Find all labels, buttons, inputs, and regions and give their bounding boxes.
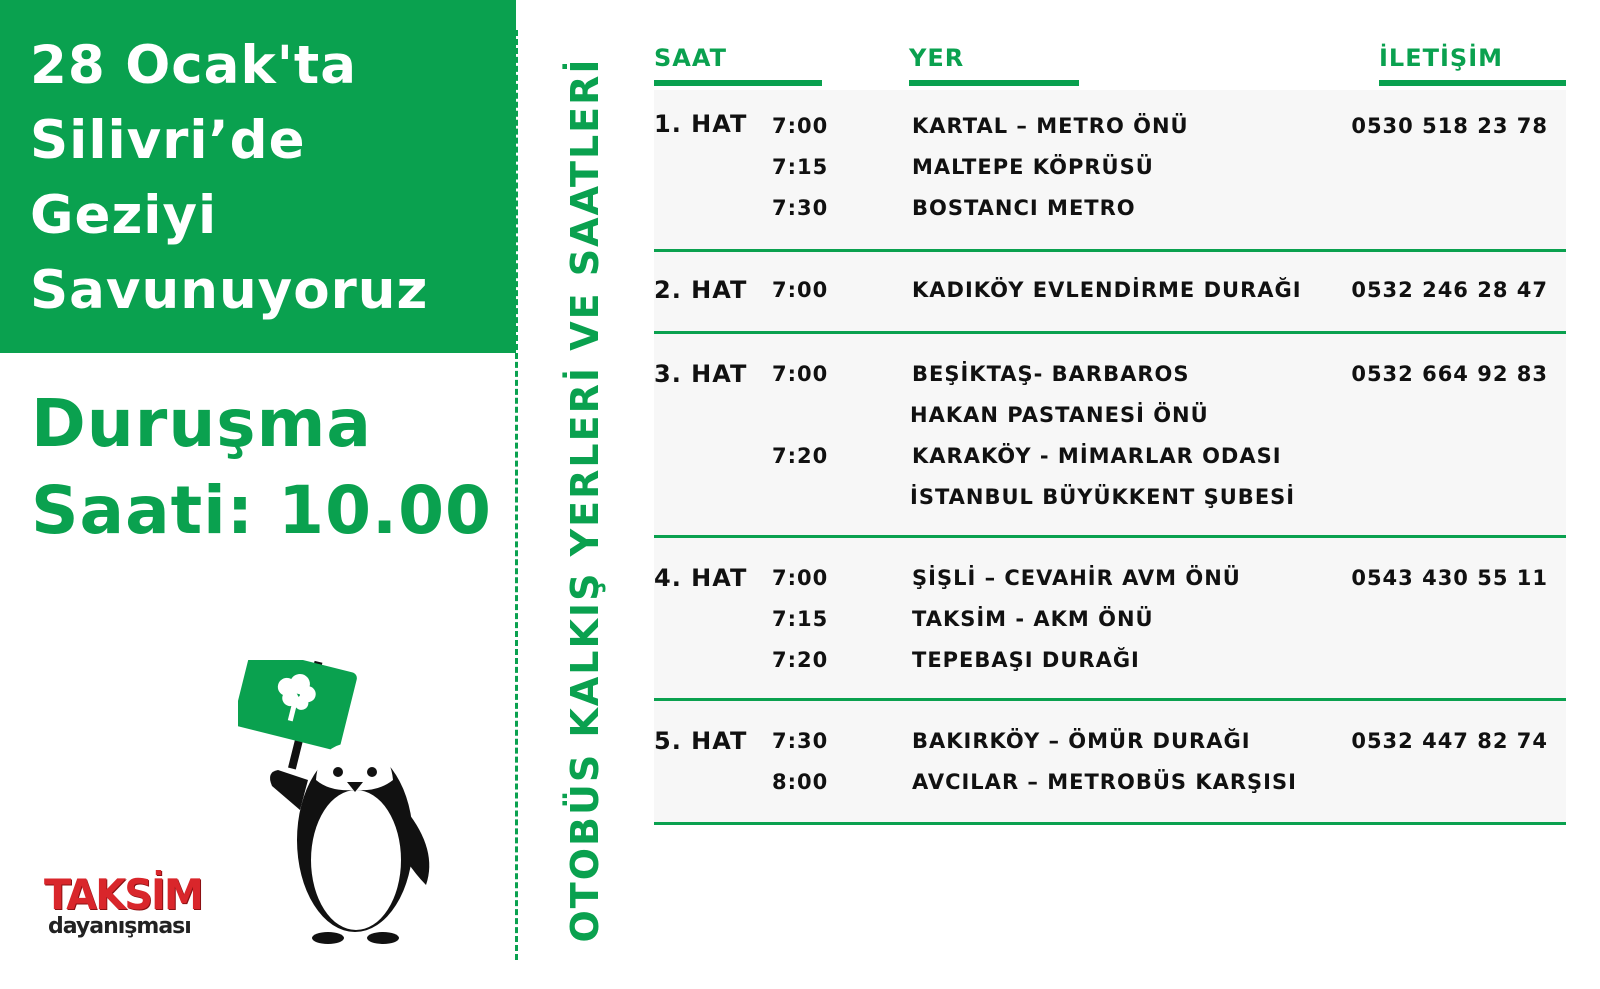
- vertical-title-text: OTOBÜS KALKIŞ YERLERİ VE SAATLERİ: [563, 57, 607, 943]
- headline-line-1: 28 Ocak'ta: [30, 35, 358, 96]
- stop-place: AVCILAR – METROBÜS KARŞISI: [912, 770, 1297, 794]
- table-row: [654, 538, 1566, 701]
- logo-top-text: TAKSİM: [44, 870, 202, 919]
- stop-place: BAKIRKÖY – ÖMÜR DURAĞI: [912, 729, 1251, 753]
- stop-place: ŞİŞLİ – CEVAHİR AVM ÖNÜ: [912, 566, 1241, 590]
- stop: [654, 607, 1566, 648]
- headline-line-3: Geziyi: [30, 185, 218, 246]
- bus-schedule-table: [654, 44, 1566, 825]
- stop: [654, 770, 1566, 811]
- stop: [654, 278, 1566, 319]
- stop-place: HAKAN PASTANESİ ÖNÜ: [910, 403, 1209, 427]
- stop-place: BEŞİKTAŞ- BARBAROS: [912, 362, 1190, 386]
- hat-label: 3. HAT: [654, 360, 748, 388]
- headline-line-4: Savunuyoruz: [30, 260, 429, 321]
- header-iletisim: İLETİŞİM: [1379, 44, 1566, 86]
- stop: [654, 566, 1566, 607]
- taksim-dayanismasi-logo: [40, 870, 220, 950]
- stop-time: 8:00: [772, 770, 829, 794]
- stop-place: İSTANBUL BÜYÜKKENT ŞUBESİ: [910, 485, 1296, 509]
- contact-phone: 0530 518 23 78: [1351, 114, 1548, 138]
- stop: [654, 444, 1566, 485]
- stop-place: KARTAL – METRO ÖNÜ: [912, 114, 1189, 138]
- contact-phone: 0532 664 92 83: [1351, 362, 1548, 386]
- stop: [654, 155, 1566, 196]
- hat-label: 1. HAT: [654, 110, 748, 138]
- stop: [654, 729, 1566, 770]
- hat-label: 2. HAT: [654, 276, 748, 304]
- stop: [654, 362, 1566, 403]
- stop-place: TAKSİM - AKM ÖNÜ: [912, 607, 1154, 631]
- stop: [654, 403, 1566, 444]
- stop: [654, 485, 1566, 526]
- stop-time: 7:20: [772, 648, 829, 672]
- stop-time: 7:00: [772, 362, 829, 386]
- hearing-line-1: Duruşma: [31, 385, 372, 462]
- stop: [654, 196, 1566, 237]
- table-header: [654, 44, 1566, 90]
- dashed-divider: [515, 30, 518, 960]
- stop: [654, 114, 1566, 155]
- stop-time: 7:20: [772, 444, 829, 468]
- stop-time: 7:30: [772, 196, 829, 220]
- stop-place: BOSTANCI METRO: [912, 196, 1136, 220]
- penguin-mascot-icon: [238, 660, 448, 950]
- hat-label: 5. HAT: [654, 727, 748, 755]
- stop-place: TEPEBAŞI DURAĞI: [912, 648, 1140, 672]
- stop-time: 7:15: [772, 607, 829, 631]
- header-saat: SAAT: [654, 44, 822, 86]
- stop-place: MALTEPE KÖPRÜSÜ: [912, 155, 1154, 179]
- contact-phone: 0532 447 82 74: [1351, 729, 1548, 753]
- vertical-title: [560, 50, 610, 950]
- stop-place: KADIKÖY EVLENDİRME DURAĞI: [912, 278, 1302, 302]
- stop: [654, 648, 1566, 689]
- table-row: [654, 252, 1566, 334]
- logo-bottom-text: dayanışması: [48, 914, 191, 939]
- hearing-time: [31, 380, 492, 554]
- stop-time: 7:00: [772, 278, 829, 302]
- stop-time: 7:30: [772, 729, 829, 753]
- hat-label: 4. HAT: [654, 564, 748, 592]
- stop-time: 7:00: [772, 566, 829, 590]
- headline-line-2: Silivri’de: [30, 110, 306, 171]
- headline: [30, 28, 500, 328]
- table-row: [654, 90, 1566, 252]
- stop-time: 7:00: [772, 114, 829, 138]
- stop-place: KARAKÖY - MİMARLAR ODASI: [912, 444, 1282, 468]
- hearing-line-2: Saati: 10.00: [31, 472, 492, 549]
- contact-phone: 0532 246 28 47: [1351, 278, 1548, 302]
- stop-time: 7:15: [772, 155, 829, 179]
- table-row: [654, 701, 1566, 825]
- contact-phone: 0543 430 55 11: [1351, 566, 1548, 590]
- header-yer: YER: [909, 44, 1079, 86]
- table-row: [654, 334, 1566, 538]
